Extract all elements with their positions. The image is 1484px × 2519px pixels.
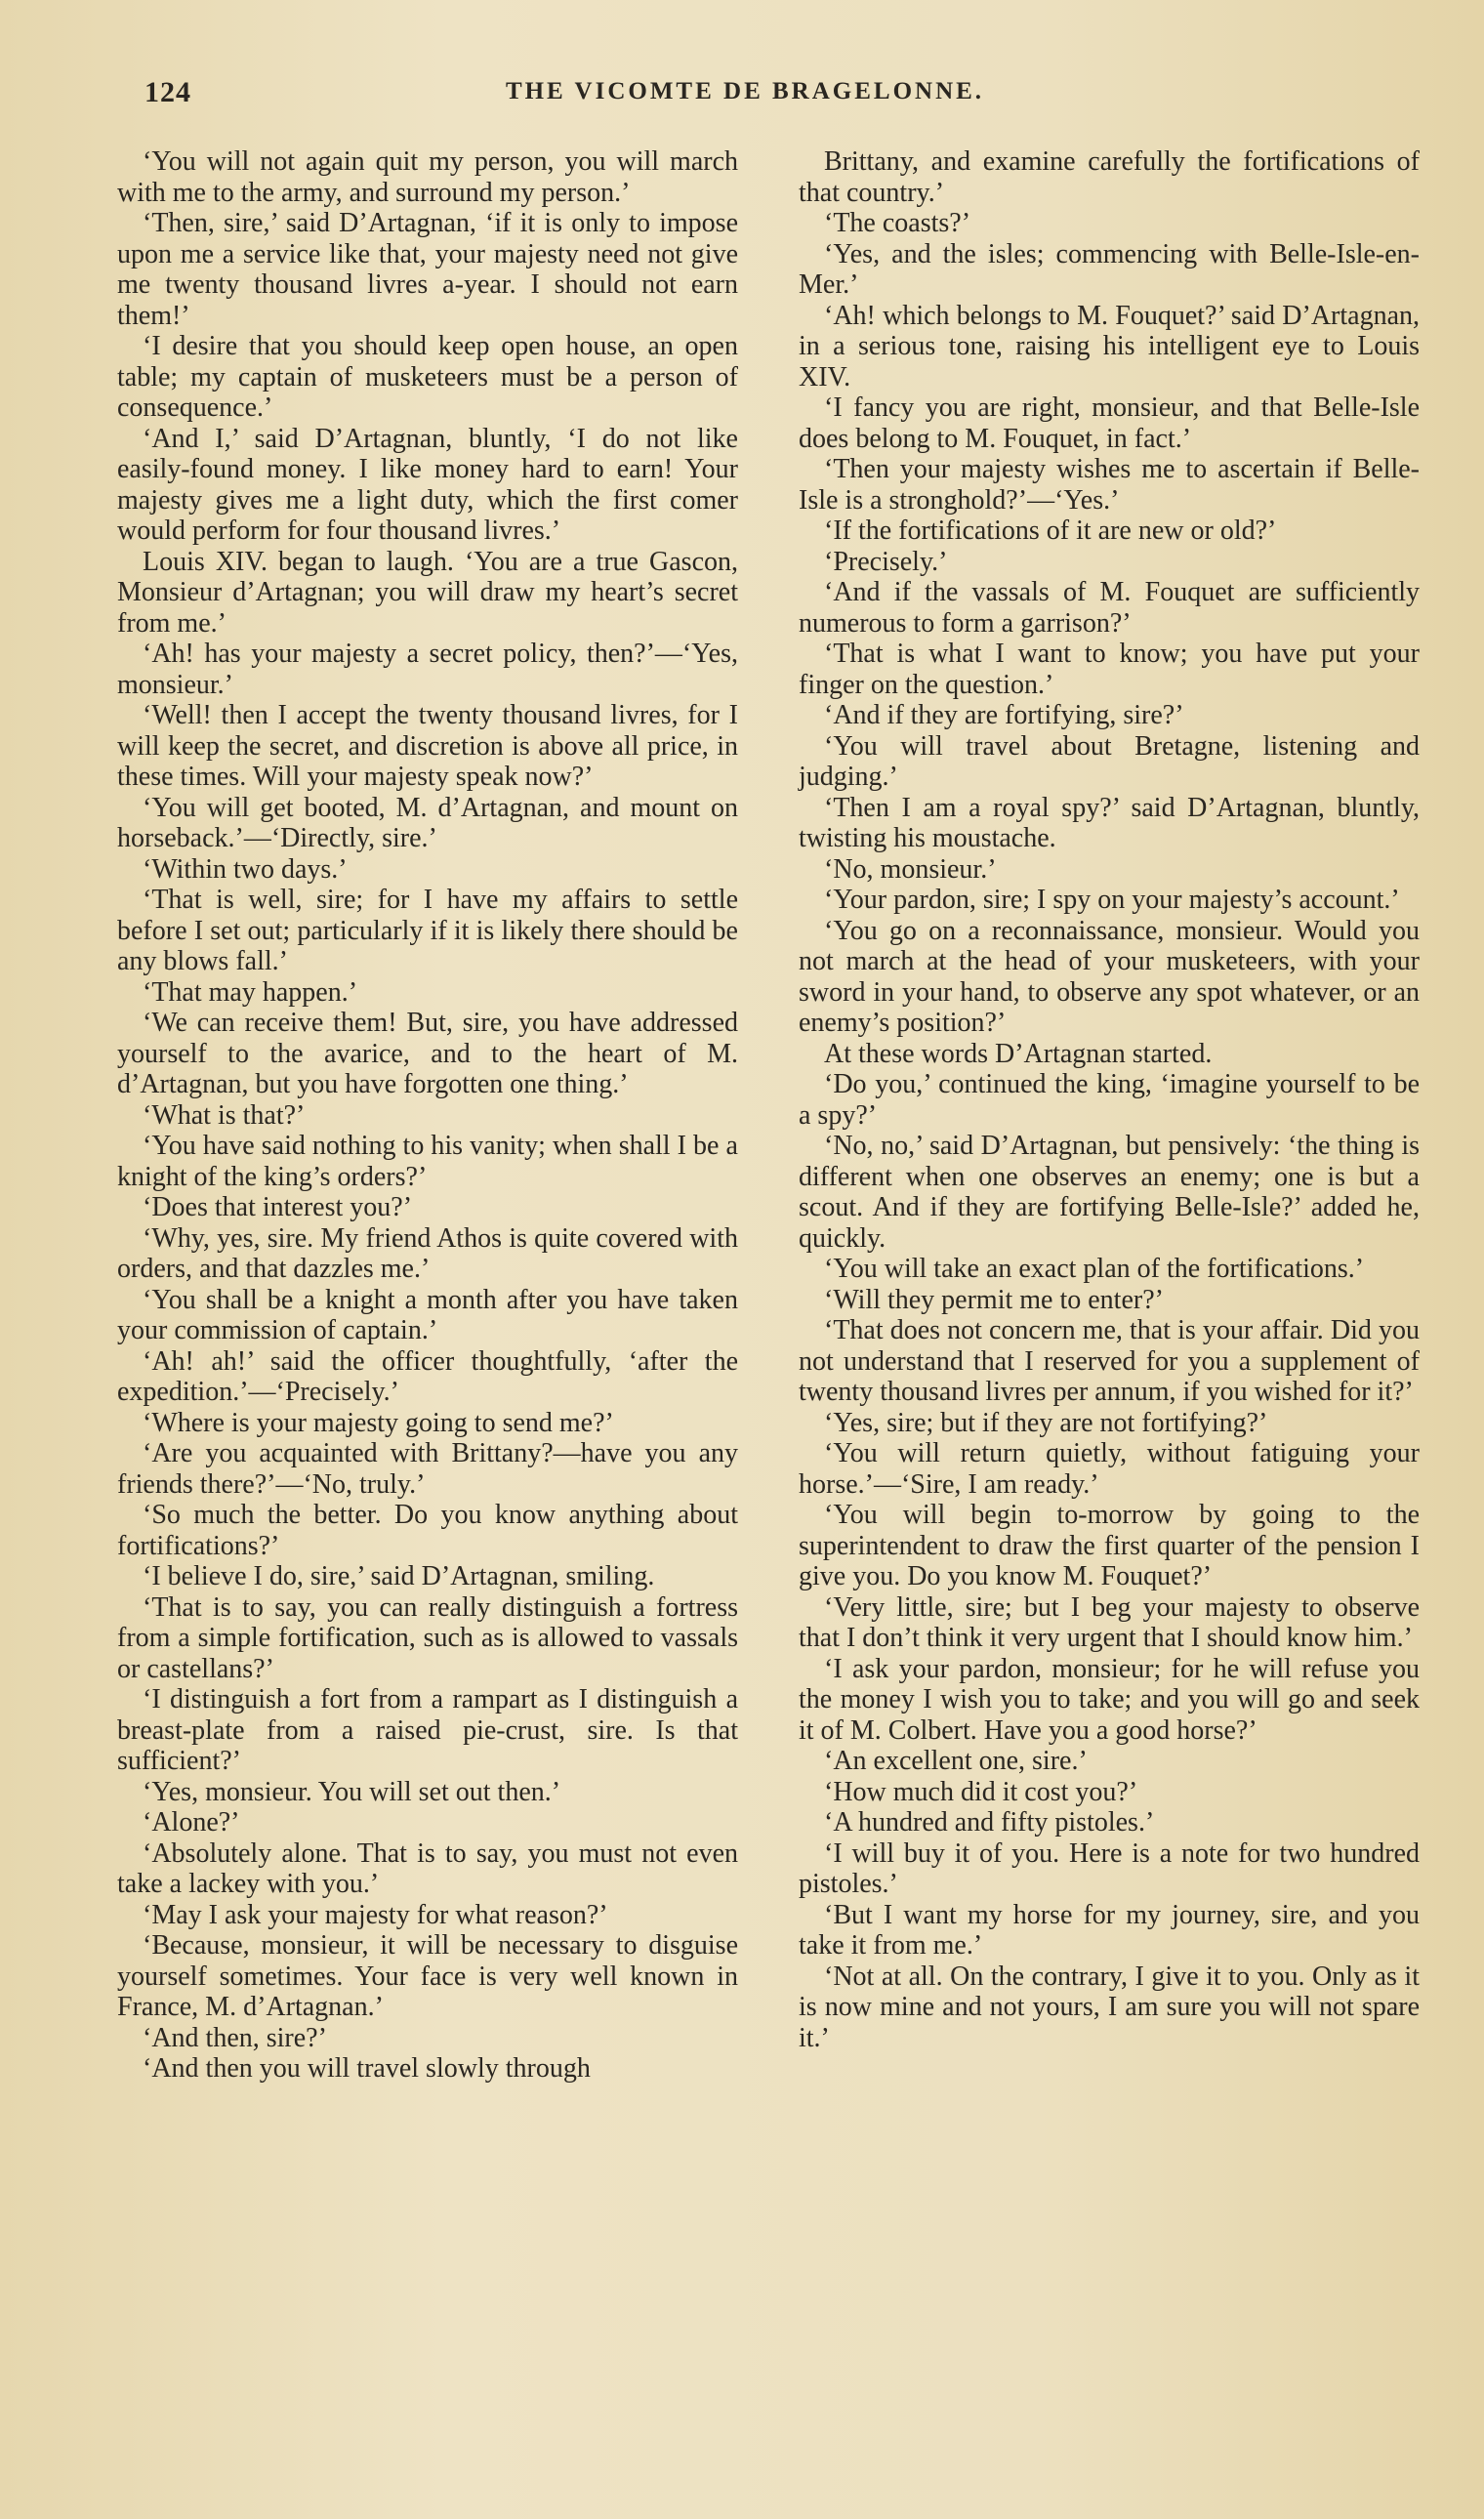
paragraph: ‘What is that?’ — [143, 1099, 306, 1131]
paragraph: ‘I distinguish a fort from a rampart as I distinguish a breast-plate from a raised pie-crust, sire. Is that sufficient?’ — [117, 1684, 738, 1776]
paragraph: ‘You will get booted, M. d’Artagnan, and mount on horseback.’—‘Directly, sire.’ — [117, 792, 738, 853]
paragraph: Brittany, and examine carefully the fortifications of that country.’ — [799, 146, 1420, 208]
paragraph: ‘I ask your pardon, monsieur; for he will refuse you the money I wish you to take; and you will go and seek it of M. Colbert. Have you a good horse?’ — [799, 1653, 1420, 1746]
paragraph: ‘Not at all. On the contrary, I give it to you. Only as it is now mine and not yours, I am sure you will not spare it.’ — [799, 1961, 1420, 2053]
paragraph: ‘Then I am a royal spy?’ said D’Artagnan, bluntly, twisting his moustache. — [799, 792, 1420, 853]
paragraph: ‘You shall be a knight a month after you have taken your commission of captain.’ — [117, 1284, 738, 1345]
paragraph: ‘That is what I want to know; you have put your finger on the question.’ — [799, 639, 1420, 700]
paragraph: ‘You go on a reconnaissance, monsieur. Would you not march at the head of your musketeers, with your sword in your hand, to observe any spot whatever, or an enemy’s position?’ — [799, 915, 1420, 1038]
paragraph: ‘We can receive them! But, sire, you have addressed yourself to the avarice, and to the heart of M. d’Artagnan, but you have forgotten one thing.’ — [117, 1008, 738, 1099]
paragraph: ‘I fancy you are right, monsieur, and that Belle-Isle does belong to M. Fouquet, in fact.’ — [799, 392, 1420, 454]
paragraph: ‘You will begin to-morrow by going to the superintendent to draw the first quarter of the pension I give you. Do you know M. Fouquet?’ — [799, 1500, 1420, 1591]
paragraph: ‘Does that interest you?’ — [143, 1192, 413, 1222]
paragraph: ‘I believe I do, sire,’ said D’Artagnan, smiling. — [143, 1561, 655, 1591]
paragraph: ‘And if the vassals of M. Fouquet are sufficiently numerous to form a garrison?’ — [799, 577, 1420, 639]
paragraph: ‘Your pardon, sire; I spy on your majesty’s account.’ — [824, 885, 1400, 915]
page-number: 124 — [144, 76, 191, 108]
paragraph: ‘That is to say, you can really distinguish a fortress from a simple fortification, such as is allowed to vassals or castellans?’ — [117, 1591, 738, 1684]
paragraph: ‘Because, monsieur, it will be necessary to disguise yourself sometimes. Your face is very well known in France, M. d’Artagnan.’ — [117, 1930, 738, 2022]
paragraph: ‘Precisely.’ — [824, 546, 948, 577]
paragraph: ‘Yes, monsieur. You will set out then.’ — [143, 1776, 561, 1807]
paragraph: ‘You have said nothing to his vanity; when shall I be a knight of the king’s orders?’ — [117, 1131, 738, 1192]
paragraph: ‘Will they permit me to enter?’ — [824, 1284, 1164, 1315]
paragraph: ‘And then, sire?’ — [143, 2022, 327, 2053]
paragraph: ‘A hundred and fifty pistoles.’ — [824, 1807, 1155, 1838]
running-title: THE VICOMTE DE BRAGELONNE. — [505, 78, 985, 104]
paragraph: ‘Very little, sire; but I beg your majesty to observe that I don’t think it very urgent that I should know him.’ — [799, 1591, 1420, 1653]
paragraph: ‘Then, sire,’ said D’Artagnan, ‘if it is only to impose upon me a service like that, your majesty need not give me twenty thousand livres a-year. I should not earn them!’ — [117, 208, 738, 331]
paragraph: ‘Ah! ah!’ said the officer thoughtfully, ‘after the expedition.’—‘Precisely.’ — [117, 1345, 738, 1407]
paragraph: ‘Yes, and the isles; commencing with Belle-Isle-en-Mer.’ — [799, 238, 1420, 300]
paragraph: ‘That may happen.’ — [143, 976, 358, 1008]
paragraph: ‘How much did it cost you?’ — [824, 1776, 1138, 1807]
running-head — [144, 76, 1345, 115]
paragraph: ‘Alone?’ — [143, 1807, 240, 1838]
paragraph: ‘Then your majesty wishes me to ascertain if Belle-Isle is a stronghold?’—‘Yes.’ — [799, 454, 1420, 516]
paragraph: ‘Ah! has your majesty a secret policy, then?’—‘Yes, monsieur.’ — [117, 639, 738, 700]
paragraph: ‘Do you,’ continued the king, ‘imagine yourself to be a spy?’ — [799, 1069, 1420, 1131]
paragraph: ‘And then you will travel slowly through — [143, 2053, 591, 2084]
paragraph: ‘No, monsieur.’ — [824, 853, 997, 885]
paragraph: Louis XIV. began to laugh. ‘You are a true Gascon, Monsieur d’Artagnan; you will draw my heart’s secret from me.’ — [117, 546, 738, 639]
paragraph: ‘You will take an exact plan of the fortifications.’ — [824, 1254, 1365, 1284]
paragraph: ‘If the fortifications of it are new or old?’ — [824, 516, 1277, 546]
right-text-column — [799, 146, 1420, 2053]
paragraph: ‘You will travel about Bretagne, listening and judging.’ — [799, 730, 1420, 792]
paragraph: ‘You will not again quit my person, you will march with me to the army, and surround my person.’ — [117, 146, 738, 208]
paragraph: ‘Within two days.’ — [143, 853, 348, 885]
paragraph: ‘Well! then I accept the twenty thousand livres, for I will keep the secret, and discretion is above all price, in these times. Will your majesty speak now?’ — [117, 700, 738, 792]
paragraph: ‘I will buy it of you. Here is a note for two hundred pistoles.’ — [799, 1838, 1420, 1899]
paragraph: ‘Ah! which belongs to M. Fouquet?’ said D’Artagnan, in a serious tone, raising his intelligent eye to Louis XIV. — [799, 300, 1420, 392]
paragraph: ‘I desire that you should keep open house, an open table; my captain of musketeers must be a person of consequence.’ — [117, 331, 738, 423]
paragraph: ‘And if they are fortifying, sire?’ — [824, 700, 1184, 730]
paragraph: ‘So much the better. Do you know anything about fortifications?’ — [117, 1500, 738, 1561]
paragraph: ‘Absolutely alone. That is to say, you must not even take a lackey with you.’ — [117, 1838, 738, 1899]
paragraph: ‘You will return quietly, without fatiguing your horse.’—‘Sire, I am ready.’ — [799, 1438, 1420, 1500]
left-text-column — [117, 146, 738, 2085]
paragraph: ‘The coasts?’ — [824, 208, 971, 238]
paragraph: ‘Yes, sire; but if they are not fortifying?’ — [824, 1407, 1268, 1438]
paragraph: ‘And I,’ said D’Artagnan, bluntly, ‘I do not like easily-found money. I like money hard to earn! Your majesty gives me a light duty, which the first comer would perform for four thousand livres.’ — [117, 423, 738, 546]
paragraph: ‘That is well, sire; for I have my affairs to settle before I set out; particularly if it is likely there should be any blows fall.’ — [117, 885, 738, 976]
paragraph: At these words D’Artagnan started. — [824, 1038, 1213, 1069]
paragraph: ‘But I want my horse for my journey, sire, and you take it from me.’ — [799, 1899, 1420, 1961]
paragraph: ‘Why, yes, sire. My friend Athos is quite covered with orders, and that dazzles me.’ — [117, 1222, 738, 1284]
paragraph: ‘Are you acquainted with Brittany?—have you any friends there?’—‘No, truly.’ — [117, 1438, 738, 1500]
paragraph: ‘Where is your majesty going to send me?’ — [143, 1407, 614, 1438]
paragraph: ‘That does not concern me, that is your affair. Did you not understand that I reserved for you a supplement of twenty thousand livres per annum, if you wished for it?’ — [799, 1315, 1420, 1407]
paragraph: ‘An excellent one, sire.’ — [824, 1746, 1088, 1776]
paragraph: ‘No, no,’ said D’Artagnan, but pensively: ‘the thing is different when one observes an enemy; one is but a scout. And if they are fortifying Belle-Isle?’ added he, quickly. — [799, 1131, 1420, 1254]
paragraph: ‘May I ask your majesty for what reason?’ — [143, 1899, 608, 1930]
